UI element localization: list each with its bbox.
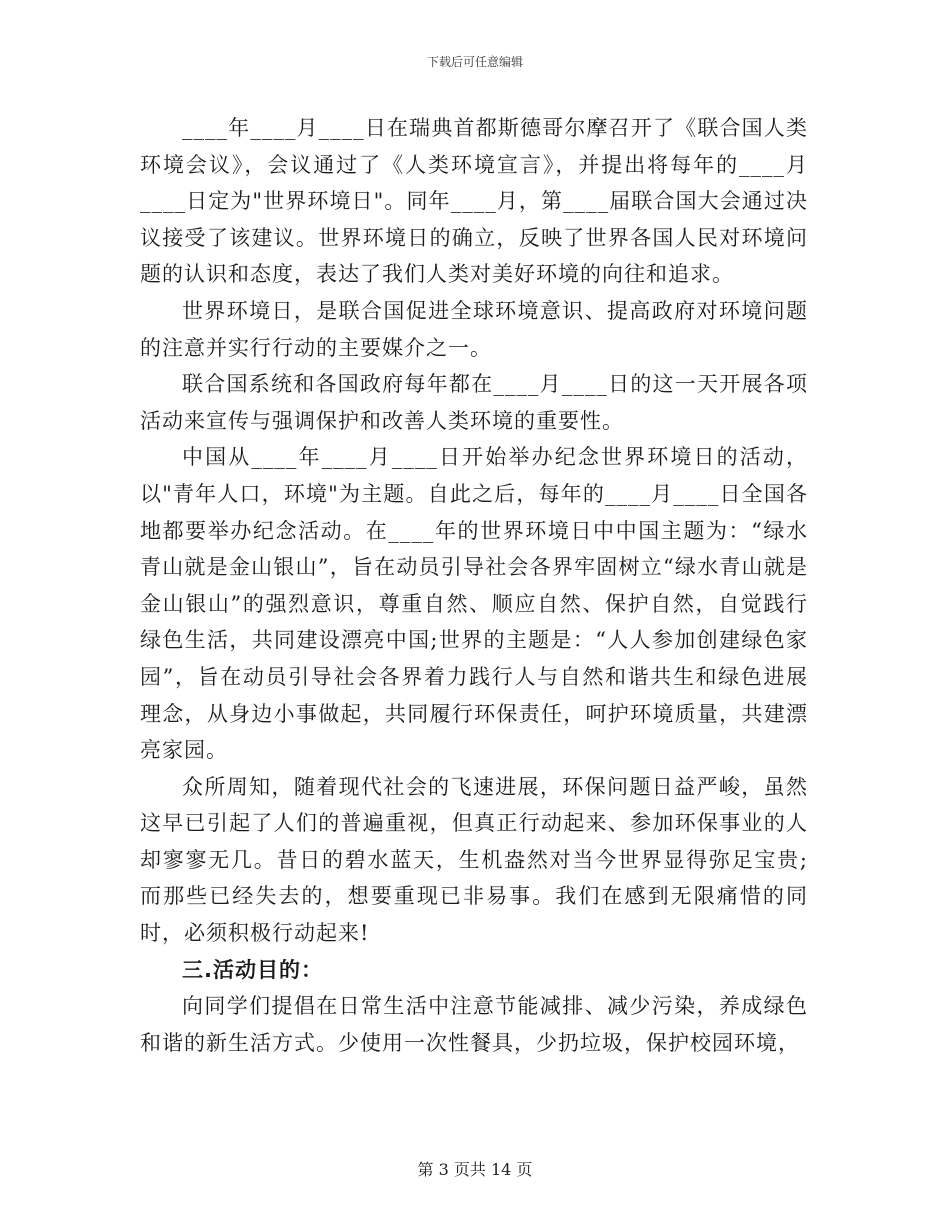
page-number: 第 3 页共 14 页 (417, 1160, 533, 1179)
header-note: 下载后可任意编辑 (426, 55, 523, 69)
paragraph-china-themes: 中国从____年____月____日开始举办纪念世界环境日的活动，以"青年人口，环境"为主题。自此之后，每年的____月____日全国各地都要举办纪念活动。在____年的世界环境日中中国主题为：“绿水青山就是金山银山”，旨在动员引导社会各界牢固树立“绿水青山就是金山银山”的强烈意识，尊重自然、顺应自然、保护自然，自觉践行绿色生活，共同建设漂亮中国;世界的主题是：“人人参加创建绿色家园”，旨在动员引导社会各界着力践行人与自然和谐共生和绿色进展理念，从身边小事做起，共同履行环保责任，呵护环境质量，共建漂亮家园。 (140, 445, 808, 763)
paragraph-environment-day-purpose: 世界环境日，是联合国促进全球环境意识、提高政府对环境问题的注意并实行行动的主要媒介之一。 (140, 298, 808, 360)
paragraph-environment-day-origin: ____年____月____日在瑞典首都斯德哥尔摩召开了《联合国人类环境会议》，会议通过了《人类环境宣言》，并提出将每年的____月____日定为"世界环境日"。同年____月，第____届联合国大会通过决议接受了该建议。世界环境日的确立，反映了世界各国人民对环境问题的认识和态度，表达了我们人类对美好环境的向往和追求。 (140, 116, 808, 287)
document-body (140, 110, 808, 1061)
paragraph-activity-goal: 向同学们提倡在日常生活中注意节能减排、减少污染，养成绿色和谐的新生活方式。少使用一次性餐具，少扔垃圾，保护校园环境， (140, 994, 808, 1055)
section-heading-activity-goal: 三.活动目的： (182, 957, 323, 982)
paragraph-environment-problems: 众所周知，随着现代社会的飞速进展，环保问题日益严峻，虽然这早已引起了人们的普遍重视，但真正行动起来、参加环保事业的人却寥寥无几。昔日的碧水蓝天，生机盎然对当今世界显得弥足宝贵;而那些已经失去的，想要重现已非易事。我们在感到无限痛惜的同时，必须积极行动起来! (140, 774, 808, 946)
paragraph-un-activities: 联合国系统和各国政府每年都在____月____日的这一天开展各项活动来宣传与强调保护和改善人类环境的重要性。 (140, 372, 808, 433)
